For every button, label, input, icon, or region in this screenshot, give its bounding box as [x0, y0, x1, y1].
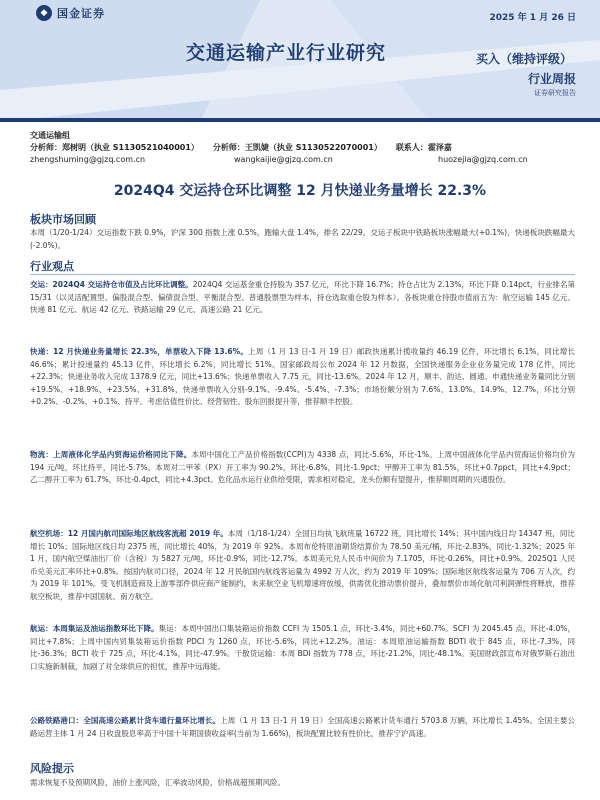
logo-icon: ◆: [36, 5, 52, 21]
header-banner: [0, 0, 600, 122]
view-paragraph-shipping: 航运：本周集运及油运指数环比下降。集运：本周中国出口集装箱运价指数 CCFI 为 1505.1 点，环比-3.4%，同比+60.7%。SCFI 为 2045.45 点，环比-4.0%，同比+7.8%；上周中国内贸集装箱运价指数 PDCI 为 1260 点，环比-5.6%，同比+12.2%。油运：本周原油运输指数 BDTI 收于 845 点，环比-7.3%，同比-36.3%；BCTI 收于 725 点，环比-4.1%，同比-47.9%。干散货运输：本周 BDI 指数为 778 点，环比-21.2%，同比-48.1%。美国财政部宣布对俄罗斯石油出口实施新制裁，加剧了对全球供应的担忧，推荐中远海能。: [30, 624, 575, 671]
brand-logo: [36, 5, 105, 21]
analyst-1: 分析师：郑树明（执业 S1130521040001）: [30, 143, 199, 152]
section-title-views: 行业观点: [30, 260, 74, 273]
section-title-risk: 风险提示: [30, 762, 74, 775]
report-date: 2025 年 1 月 26 日: [489, 13, 576, 23]
analyst-1-email[interactable]: zhengshuming@gjzq.com.cn: [30, 155, 146, 164]
view-paragraph-transport: 交运：2024Q4 交运持仓市值及占比环比调整。2024Q4 交运基金重仓持股为 357 亿元，环比下降 16.7%；持仓占比为 2.13%，环比下降 0.14pct，行业排名第 15/31（以灵活配置型、偏股混合型、偏债混合型、平衡混合型、普通股票型为样本，持仓选取重仓股为样本）。各板块重仓持股市值前五为：航空运输 145 亿元、快递 81 亿元、航运 42 亿元、铁路运输 29 亿元、高速公路 21 亿元。: [30, 280, 575, 315]
analyst-2-email[interactable]: wangkaijie@gjzq.com.cn: [234, 155, 333, 164]
section-title-market: 板块市场回顾: [30, 213, 96, 226]
sector-name: 交通运输组: [30, 131, 70, 140]
view-paragraph-aviation: 航空机场：12 月国内航司国际地区航线客流超 2019 年。本周（1/18-1/24）全国日均执飞航班量 16722 班，同比增长 14%；其中国内线日均 14347 班，同比增长 10%；国际地区线日均 2375 班，同比增长 40%，为 2019 年 92%。本周布伦特原油期货结算价为 78.50 美元/桶，环比-2.83%，同比-1.32%；2025 年 1 月，国内航空煤油出厂价（含税）为 5827 元/吨，环比-0.9%，同比-12.7%。本周美元兑人民币中间价为 7.1705，环比-0.26%，同比+0.9%。2025Q1 人民币兑美元汇率环比+0.8%。按国内航司口径，2024 年 12 月民航国内航线客运量为 4992 万人次，约为 2019 年 109%；国际地区航线客运量为 706 万人次，约为 2019 年 101%。受飞机制造商及上游零部件供应商产能制约，未来航空业飞机增速将放缓，供需优化推动票价提升，叠加票价市场化航司利润弹性将释放，推荐航空板块，推荐中国国航、南方航空。: [30, 529, 575, 601]
analyst-names-row: [30, 142, 575, 154]
market-review-text: 本周（1/20-1/24）交运指数下跌 0.9%，沪深 300 指数上涨 0.5%，跑输大盘 1.4%，排名 22/29。交运子板块中铁路板块涨幅最大(+0.1%)，快递板块跌幅最大(-2.0%)。: [30, 228, 575, 250]
analyst-block: [30, 130, 575, 166]
view-paragraph-logistics: 物流：上周液体化学品内贸海运价格同比下降。本周中国化工产品价格指数(CCPI)为 4338 点，同比-5.6%，环比-1%。上周中国液体化学品内贸海运价格均价为 194 元/吨，环比持平，同比-5.7%。本周对二甲苯（PX）开工率为 90.2%，环比-6.8%，同比-1.9pct；甲醇开工率为 81.5%，环比+0.7ppct，同比+4.9pct；乙二醇开工率为 61.7%，环比-0.4pct，同比+4.3pct。危化品水运行业供给受限，需求相对稳定，龙头份额有望提升，推荐顺周期的兴通股份。: [30, 450, 576, 485]
report-title: 交通运输产业行业研究: [186, 42, 387, 64]
analyst-emails-row: [30, 154, 575, 166]
report-headline: 2024Q4 交运持仓环比调整 12 月快递业务量增长 22.3%: [113, 183, 487, 199]
logo-text: 国金证券: [57, 7, 105, 20]
risk-text: 需求恢复不及预期风险，油价上涨风险，汇率波动风险，价格战超预期风险。: [30, 778, 285, 787]
view-paragraph-highway: 公路铁路港口：全国高速公路累计货车通行量环比增长。上周（1 月 13 日-1 月 19 日）全国高速公路累计货车通行 5703.8 万辆，环比增长 1.45%。全国主要公路运营主体 1 月 24 日收盘股息率高于中国十年期国债收益率(当前为 1.66%)，板块配置比较有性价比，推荐宁沪高速。: [30, 716, 576, 738]
report-type: 行业周报: [527, 72, 576, 86]
rating-badge: 买入（维持评级）: [475, 52, 572, 66]
analyst-2: 分析师：王凯婕（执业 S1130522070001）: [212, 143, 382, 152]
view-paragraph-express: 快递：12 月快递业务量增长 22.3%，单票收入下降 13.6%。上周（1 月 13 日-1 月 19 日）邮政快递累计揽收量约 46.19 亿件，环比增长 6.1%，同比增长 46.6%；累计投递量约 45.13 亿件，环比增长 6.2%，同比增长 51%。国家邮政局公布 2024 年 12 月数据，全国快递服务企业业务量完成 178 亿件，同比+22.3%；快递业务收入完成 1378.9 亿元，同比+13.6%；快递单票收入 7.75 元，同比-13.6%。2024 年 12 月，顺丰、韵达、圆通、申通快递业务量同比分别+19.5%、+18.9%、+23.5%、+31.8%，快递单票收入分别-9.1%、-9.4%、-5.4%、-7.3%；市场份额分别为 7.6%、13.0%、14.9%、12.7%，环比分别+0.2%、-0.2%、+0.1%、持平。考虑估值性价比、经营韧性、股东回报提升等，推荐顺丰控股。: [30, 347, 575, 407]
contact-email[interactable]: huozejia@gjzq.com.cn: [438, 155, 528, 164]
report-subtitle: 证券研究报告: [534, 89, 576, 97]
section-divider: [30, 274, 575, 275]
contact-person: 联系人：霍泽嘉: [395, 143, 452, 152]
